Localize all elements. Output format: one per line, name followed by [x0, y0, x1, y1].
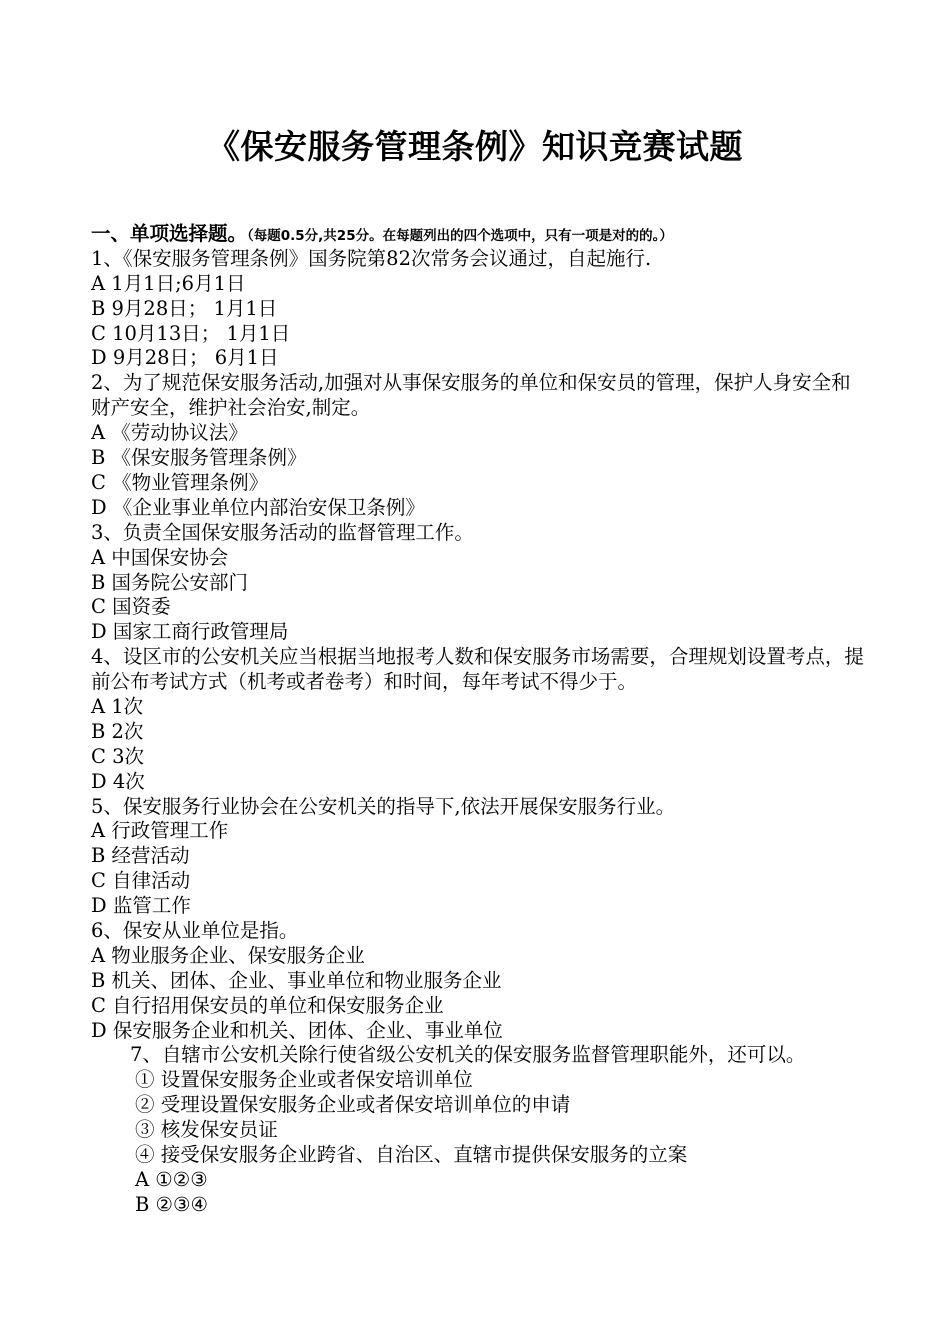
option-a: A 1月1日;6月1日 [91, 271, 246, 295]
option-a: A ①②③ [135, 1167, 208, 1191]
option-b: B 《保安服务管理条例》 [91, 446, 307, 470]
option-b: B 9月28日； 1月1日 [91, 296, 278, 320]
option-d: D 4次 [91, 769, 145, 793]
option-d: D 保安服务企业和机关、团体、企业、事业单位 [91, 1018, 503, 1042]
option-d: D 监管工作 [91, 894, 191, 918]
question-5 [91, 795, 866, 919]
section-header [91, 222, 866, 247]
question-stem: 5、保安服务行业协会在公安机关的指导下,依法开展保安服务行业。 [91, 794, 676, 818]
option-b: B 国务院公安部门 [91, 570, 249, 594]
option-b: B 经营活动 [91, 844, 190, 868]
question-stem: 2、为了规范保安服务活动,加强对从事保安服务的单位和保安员的管理，保护人身安全和财产安全，维护社会治安,制定。 [91, 371, 851, 420]
option-b: B 2次 [91, 719, 144, 743]
question-stem: 4、设区市的公安机关应当根据当地报考人数和保安服务市场需要，合理规划设置考点，提前公布考试方式（机考或者卷考）和时间，每年考试不得少于。 [91, 645, 864, 694]
option-b: B 机关、团体、企业、事业单位和物业服务企业 [91, 968, 502, 992]
option-a: A 《劳动协议法》 [91, 421, 248, 445]
question-4 [91, 645, 866, 794]
option-c: C 自律活动 [91, 869, 191, 893]
option-c: C 国资委 [91, 595, 171, 619]
option-a: A 中国保安协会 [91, 545, 229, 569]
option-c: C 《物业管理条例》 [91, 470, 269, 494]
statement-item: ③ 核发保安员证 [135, 1118, 278, 1142]
option-c: C 自行招用保安员的单位和保安服务企业 [91, 993, 444, 1017]
question-2 [91, 371, 866, 520]
option-d: D 国家工商行政管理局 [91, 620, 289, 644]
option-a: A 行政管理工作 [91, 819, 229, 843]
question-3 [91, 521, 866, 645]
option-d: D 《企业事业单位内部治安保卫条例》 [91, 495, 425, 519]
question-1 [91, 247, 866, 371]
question-stem: 7、自辖市公安机关除行使省级公安机关的保安服务监督管理职能外，还可以。 [130, 1043, 806, 1067]
option-a: A 物业服务企业、保安服务企业 [91, 943, 365, 967]
section-heading: 一、单项选择题。 [91, 222, 248, 245]
question-stem: 1、《保安服务管理条例》国务院第82次常务会议通过，自起施行. [91, 246, 652, 270]
statement-item: ② 受理设置保安服务企业或者保安培训单位的申请 [135, 1093, 571, 1117]
option-c: C 3次 [91, 744, 145, 768]
statement-item: ④ 接受保安服务企业跨省、自治区、直辖市提供保安服务的立案 [135, 1143, 688, 1167]
option-c: C 10月13日； 1月1日 [91, 321, 291, 345]
option-a: A 1次 [91, 694, 144, 718]
question-6 [91, 919, 866, 1043]
question-stem: 6、保安从业单位是指。 [91, 919, 299, 942]
document-title: 《保安服务管理条例》知识竞赛试题 [207, 127, 743, 166]
question-7 [91, 1043, 866, 1217]
option-b: B ②③④ [135, 1192, 208, 1216]
question-stem: 3、负责全国保安服务活动的监督管理工作。 [91, 520, 474, 544]
statement-item: ① 设置保安服务企业或者保安培训单位 [135, 1068, 473, 1092]
document-body [91, 222, 866, 1218]
section-note: （每题0.5分,共25分。在每题列出的四个选项中，只有一项是对的的。） [247, 228, 673, 244]
option-d: D 9月28日； 6月1日 [91, 346, 279, 370]
